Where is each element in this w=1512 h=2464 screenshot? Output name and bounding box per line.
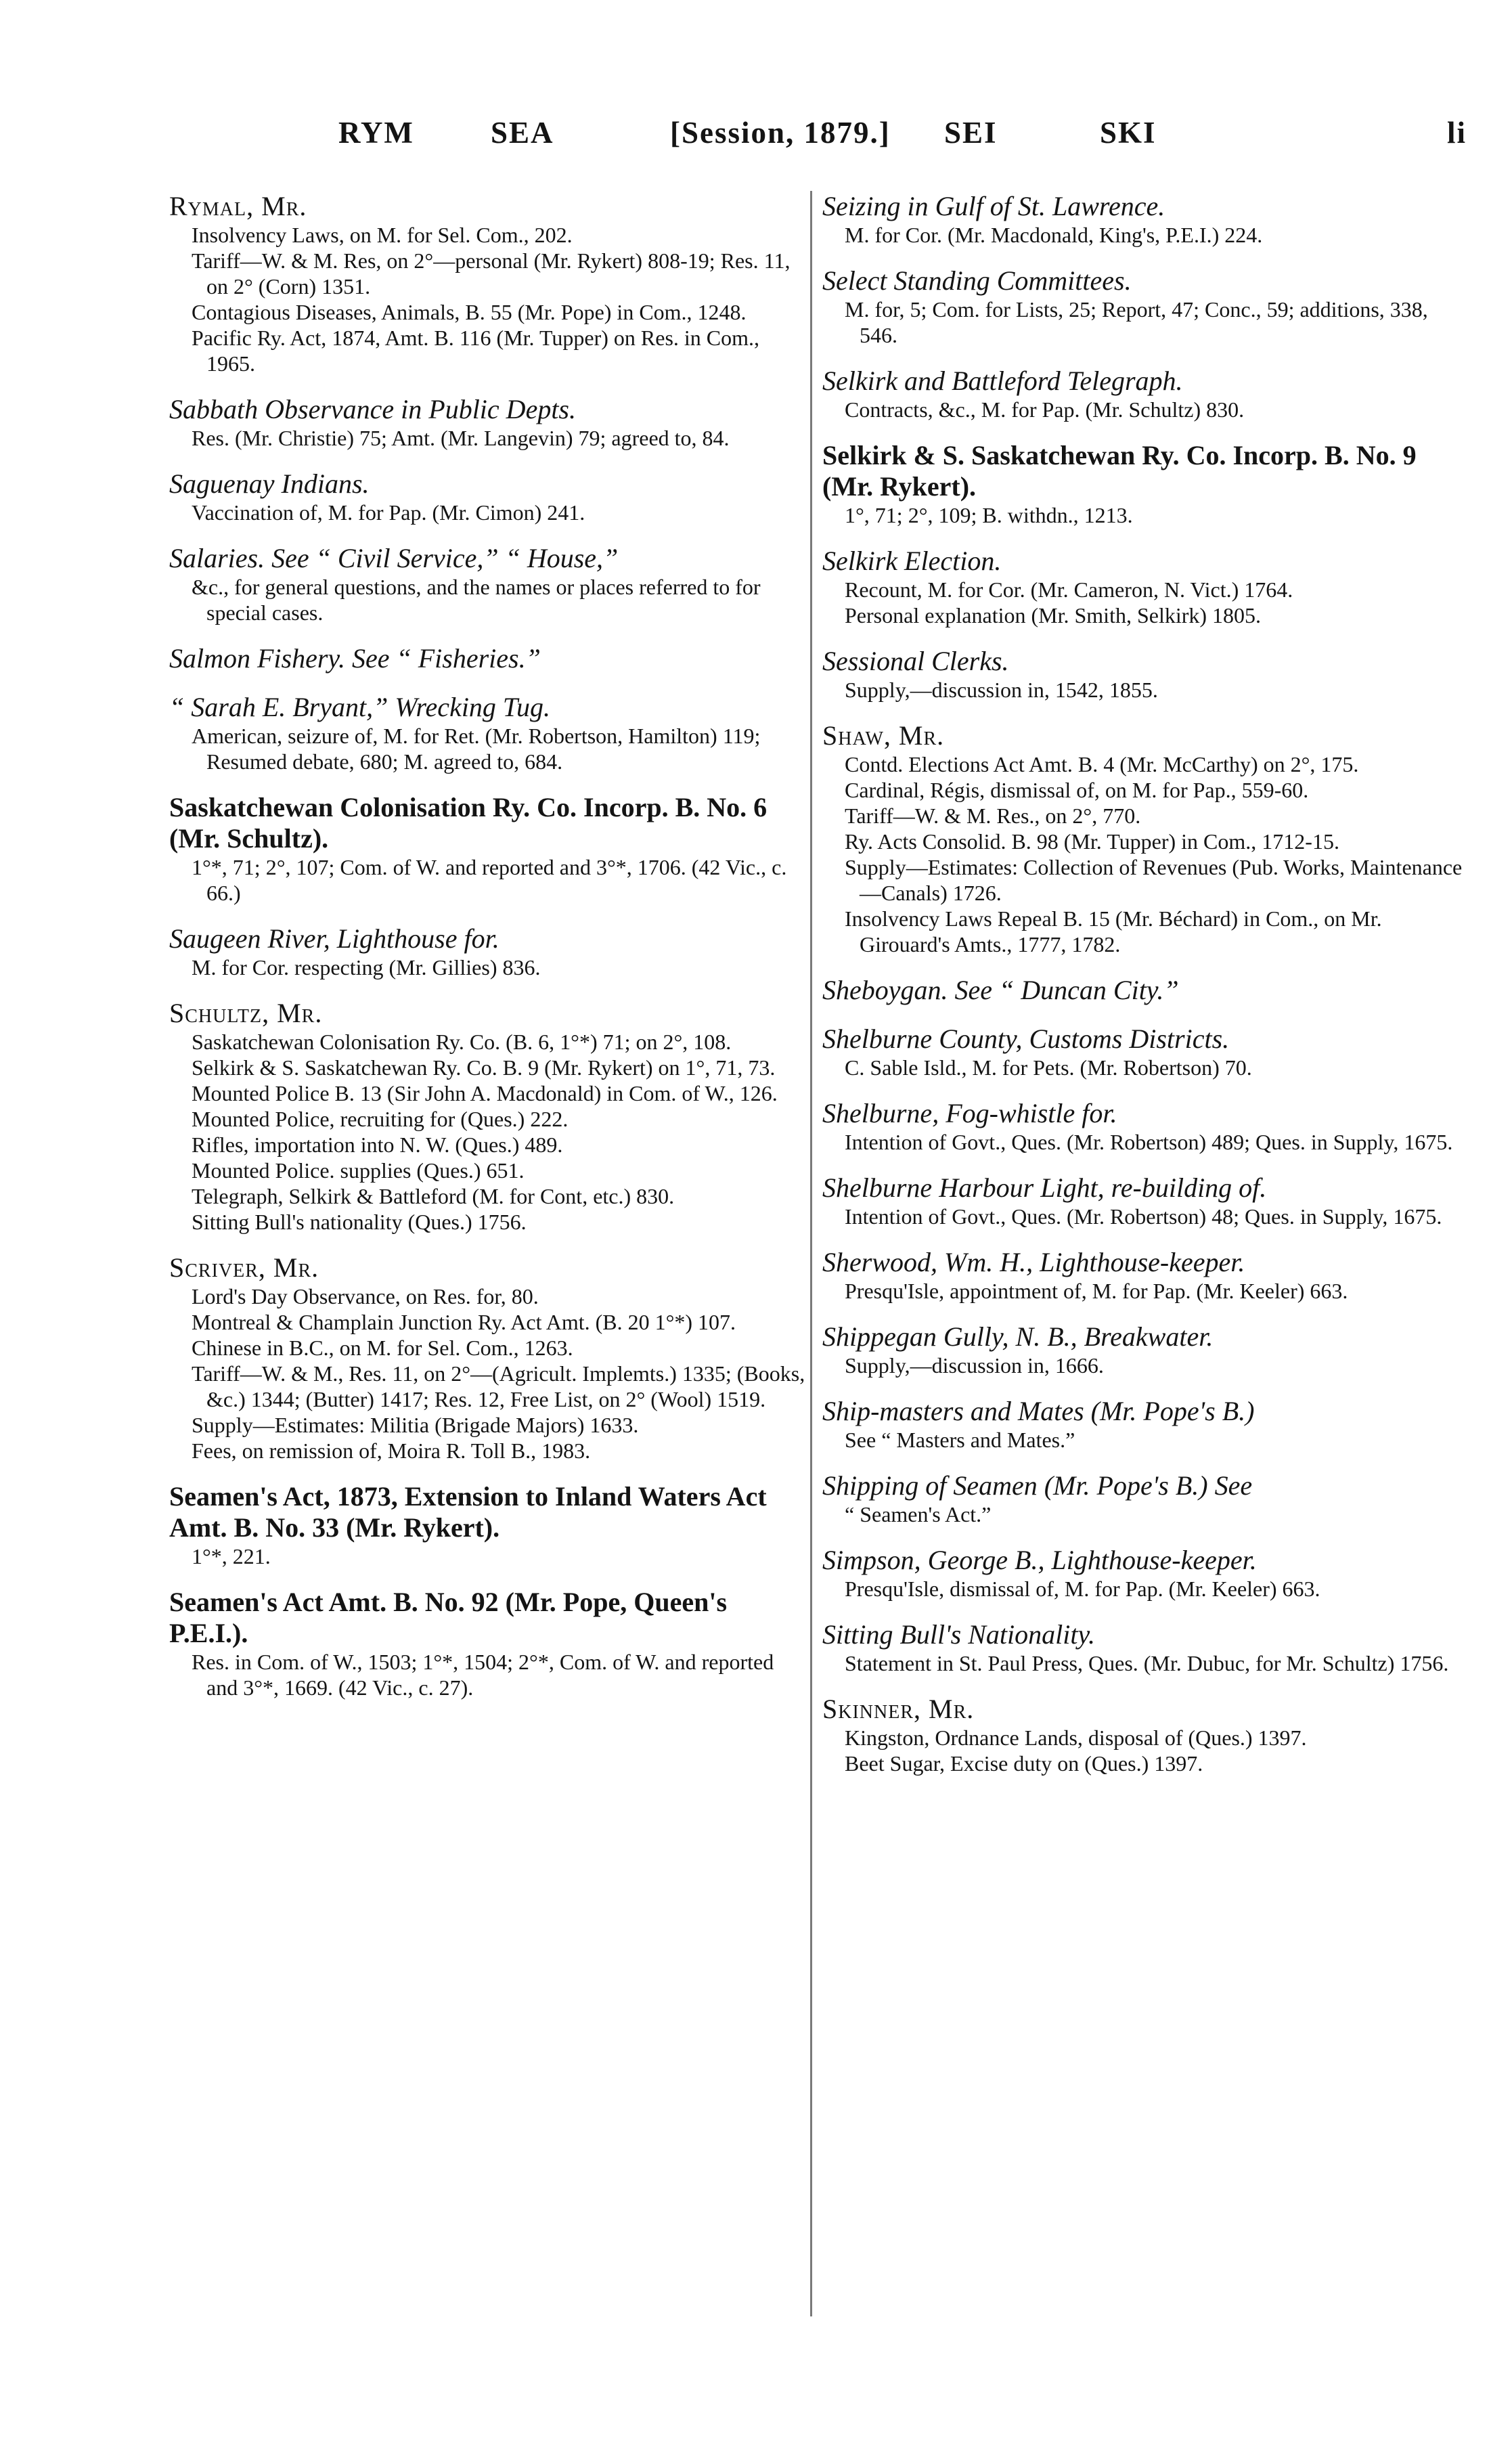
index-entry (822, 1470, 1465, 1527)
index-entry-heading: Shelburne Harbour Light, re-building of. (822, 1172, 1267, 1203)
index-entry-line: M. for, 5; Com. for Lists, 25; Report, 47; Conc., 59; additions, 338, 546. (845, 297, 1428, 347)
index-entry-line: “ Seamen's Act.” (845, 1502, 992, 1526)
index-entry (169, 792, 809, 906)
index-entry (169, 643, 809, 674)
index-entry-line: Mounted Police, recruiting for (Ques.) 222. (192, 1107, 569, 1131)
index-entry (822, 1396, 1465, 1453)
index-entry-line: Pacific Ry. Act, 1874, Amt. B. 116 (Mr. Tupper) on Res. in Com., 1965. (192, 326, 760, 376)
column-divider (810, 191, 812, 2316)
index-entry (822, 366, 1465, 422)
index-entry (822, 1694, 1465, 1776)
index-entry-line: Rifles, importation into N. W. (Ques.) 489. (192, 1132, 563, 1157)
index-entry-line: American, seizure of, M. for Ret. (Mr. Robertson, Hamilton) 119; Resumed debate, 680; M. agreed to, 684. (192, 724, 761, 774)
index-entry-heading: Seizing in Gulf of St. Lawrence. (822, 191, 1165, 221)
left-index-column (169, 191, 809, 1718)
index-entry-line: Insolvency Laws Repeal B. 15 (Mr. Béchard) in Com., on Mr. Girouard's Amts., 1777, 1782. (845, 906, 1382, 956)
index-entry (169, 394, 809, 451)
index-entry-heading: Scriver, Mr. (169, 1252, 319, 1283)
index-entry-line: Tariff—W. & M. Res., on 2°, 770. (845, 804, 1141, 828)
index-entry (169, 1587, 809, 1700)
index-entry-heading: Shelburne County, Customs Districts. (822, 1024, 1230, 1054)
index-entry-line: Kingston, Ordnance Lands, disposal of (Ques.) 1397. (845, 1725, 1307, 1750)
index-entry (169, 1252, 809, 1464)
index-entry (169, 468, 809, 525)
index-entry-line: Contagious Diseases, Animals, B. 55 (Mr. Pope) in Com., 1248. (192, 300, 747, 324)
index-entry-line: Selkirk & S. Saskatchewan Ry. Co. B. 9 (Mr. Rykert) on 1°, 71, 73. (192, 1055, 776, 1080)
index-entry-line: Tariff—W. & M., Res. 11, on 2°—(Agricult. Implemts.) 1335; (Books, &c.) 1344; (Butter) 1417; Res. 12, Free List, on 2° (Wool) 1519. (192, 1361, 805, 1411)
running-header (0, 115, 1512, 162)
index-entry-line: Montreal & Champlain Junction Ry. Act Amt. (B. 20 1°*) 107. (192, 1310, 736, 1334)
index-entry-line: Telegraph, Selkirk & Battleford (M. for Cont, etc.) 830. (192, 1184, 675, 1208)
index-entry (822, 265, 1465, 348)
index-entry-heading: Skinner, Mr. (822, 1694, 975, 1724)
index-entry (822, 1321, 1465, 1378)
index-entry-line: M. for Cor. respecting (Mr. Gillies) 836. (192, 955, 541, 980)
index-entry-heading: Saskatchewan Colonisation Ry. Co. Incorp. B. No. 6 (Mr. Schultz). (169, 792, 768, 854)
index-entry-line: Res. in Com. of W., 1503; 1°*, 1504; 2°*, Com. of W. and reported and 3°*, 1669. (42 Vic., c. 27). (192, 1650, 774, 1700)
index-entry (822, 546, 1465, 628)
index-entry (822, 1619, 1465, 1676)
index-entry-heading: Shaw, Mr. (822, 720, 945, 751)
index-entry (822, 1172, 1465, 1229)
index-entry-heading: Select Standing Committees. (822, 265, 1132, 296)
index-entry-line: Tariff—W. & M. Res, on 2°—personal (Mr. Rykert) 808-19; Res. 11, on 2° (Corn) 1351. (192, 248, 791, 299)
index-entry (169, 191, 809, 376)
header-key-right-1: SEI (944, 116, 998, 150)
index-entry (822, 646, 1465, 703)
index-entry (822, 440, 1465, 528)
index-entry-heading: Salmon Fishery. See “ Fisheries.” (169, 643, 541, 674)
index-entry-heading: Rymal, Mr. (169, 191, 307, 221)
index-entry (822, 191, 1465, 248)
index-entry-line: Supply,—discussion in, 1666. (845, 1353, 1104, 1378)
index-entry (822, 975, 1465, 1006)
index-entry-heading: Sitting Bull's Nationality. (822, 1619, 1096, 1650)
index-entry-heading: Seamen's Act Amt. B. No. 92 (Mr. Pope, Queen's P.E.I.). (169, 1587, 728, 1648)
index-entry-line: Saskatchewan Colonisation Ry. Co. (B. 6, 1°*) 71; on 2°, 108. (192, 1030, 732, 1054)
index-entry-line: 1°*, 221. (192, 1544, 271, 1568)
index-entry-line: Intention of Govt., Ques. (Mr. Robertson) 489; Ques. in Supply, 1675. (845, 1130, 1453, 1154)
index-entry (822, 1098, 1465, 1155)
index-entry-heading: Sabbath Observance in Public Depts. (169, 394, 576, 424)
index-entry-heading: “ Sarah E. Bryant,” Wrecking Tug. (169, 692, 550, 722)
index-entry-heading: Shelburne, Fog-whistle for. (822, 1098, 1117, 1128)
index-entry-line: Supply,—discussion in, 1542, 1855. (845, 678, 1158, 702)
page-number: li (1447, 116, 1467, 150)
index-entry-line: Presqu'Isle, appointment of, M. for Pap. (Mr. Keeler) 663. (845, 1279, 1348, 1303)
index-entry-heading: Shippegan Gully, N. B., Breakwater. (822, 1321, 1214, 1352)
index-entry-line: 1°*, 71; 2°, 107; Com. of W. and reported and 3°*, 1706. (42 Vic., c. 66.) (192, 855, 787, 905)
index-entry-heading: Selkirk Election. (822, 546, 1002, 576)
index-entry-heading: Salaries. See “ Civil Service,” “ House,” (169, 543, 619, 573)
index-entry (822, 1247, 1465, 1304)
index-entry-heading: Selkirk and Battleford Telegraph. (822, 366, 1183, 396)
index-entry-heading: Simpson, George B., Lighthouse-keeper. (822, 1545, 1257, 1575)
index-entry (169, 543, 809, 625)
index-entry-line: Chinese in B.C., on M. for Sel. Com., 1263. (192, 1336, 573, 1360)
index-entry-line: Beet Sugar, Excise duty on (Ques.) 1397. (845, 1751, 1203, 1776)
index-entry-heading: Schultz, Mr. (169, 998, 323, 1028)
index-entry-heading: Seamen's Act, 1873, Extension to Inland Waters Act Amt. B. No. 33 (Mr. Rykert). (169, 1481, 767, 1543)
index-entry-line: Supply—Estimates: Militia (Brigade Majors) 1633. (192, 1413, 639, 1437)
index-entry-line: Supply—Estimates: Collection of Revenues (Pub. Works, Maintenance—Canals) 1726. (845, 855, 1463, 905)
index-entry-heading: Sheboygan. See “ Duncan City.” (822, 975, 1179, 1005)
index-entry-line: Presqu'Isle, dismissal of, M. for Pap. (Mr. Keeler) 663. (845, 1577, 1320, 1601)
index-entry-line: Intention of Govt., Ques. (Mr. Robertson) 48; Ques. in Supply, 1675. (845, 1204, 1442, 1229)
index-entry-line: Contd. Elections Act Amt. B. 4 (Mr. McCarthy) on 2°, 175. (845, 752, 1359, 776)
index-entry-heading: Ship-masters and Mates (Mr. Pope's B.) (822, 1396, 1255, 1426)
index-entry-line: Personal explanation (Mr. Smith, Selkirk) 1805. (845, 603, 1262, 628)
index-entry-line: Cardinal, Régis, dismissal of, on M. for Pap., 559-60. (845, 778, 1309, 802)
index-entry-heading: Shipping of Seamen (Mr. Pope's B.) See (822, 1470, 1253, 1501)
index-entry-heading: Sessional Clerks. (822, 646, 1009, 676)
index-entry-line: M. for Cor. (Mr. Macdonald, King's, P.E.I.) 224. (845, 223, 1263, 247)
index-entry-heading: Saguenay Indians. (169, 468, 370, 499)
index-entry (822, 720, 1465, 957)
header-session: [Session, 1879.] (670, 116, 891, 150)
index-entry-line: Vaccination of, M. for Pap. (Mr. Cimon) 241. (192, 500, 585, 525)
index-entry-line: Res. (Mr. Christie) 75; Amt. (Mr. Langevin) 79; agreed to, 84. (192, 426, 730, 450)
header-key-left-2: SEA (491, 116, 554, 150)
index-entry-line: Ry. Acts Consolid. B. 98 (Mr. Tupper) in Com., 1712-15. (845, 829, 1339, 854)
index-entry (822, 1024, 1465, 1080)
index-entry-heading: Selkirk & S. Saskatchewan Ry. Co. Incorp. B. No. 9 (Mr. Rykert). (822, 440, 1417, 502)
right-index-column (822, 191, 1465, 1794)
index-entry-line: Statement in St. Paul Press, Ques. (Mr. Dubuc, for Mr. Schultz) 1756. (845, 1651, 1449, 1675)
index-entry-line: Lord's Day Observance, on Res. for, 80. (192, 1284, 539, 1308)
index-entry-line: See “ Masters and Mates.” (845, 1428, 1075, 1452)
index-entry-line: Contracts, &c., M. for Pap. (Mr. Schultz) 830. (845, 397, 1245, 422)
index-entry-line: Recount, M. for Cor. (Mr. Cameron, N. Vict.) 1764. (845, 577, 1293, 602)
index-entry (822, 1545, 1465, 1602)
index-entry (169, 923, 809, 980)
index-entry-line: Insolvency Laws, on M. for Sel. Com., 202. (192, 223, 573, 247)
header-key-right-2: SKI (1100, 116, 1157, 150)
index-entry (169, 692, 809, 774)
index-entry-line: 1°, 71; 2°, 109; B. withdn., 1213. (845, 503, 1133, 527)
index-entry-line: Mounted Police. supplies (Ques.) 651. (192, 1158, 525, 1183)
index-entry-line: Fees, on remission of, Moira R. Toll B., 1983. (192, 1438, 591, 1463)
index-entry (169, 1481, 809, 1569)
header-key-left-1: RYM (338, 116, 414, 150)
index-entry-heading: Saugeen River, Lighthouse for. (169, 923, 499, 954)
index-entry-line: Mounted Police B. 13 (Sir John A. Macdonald) in Com. of W., 126. (192, 1081, 778, 1105)
index-entry-heading: Sherwood, Wm. H., Lighthouse-keeper. (822, 1247, 1245, 1277)
index-entry-line: Sitting Bull's nationality (Ques.) 1756. (192, 1210, 527, 1234)
index-entry-line: &c., for general questions, and the names or places referred to for special cases. (192, 575, 761, 625)
index-entry (169, 998, 809, 1235)
index-entry-line: C. Sable Isld., M. for Pets. (Mr. Robertson) 70. (845, 1055, 1252, 1080)
